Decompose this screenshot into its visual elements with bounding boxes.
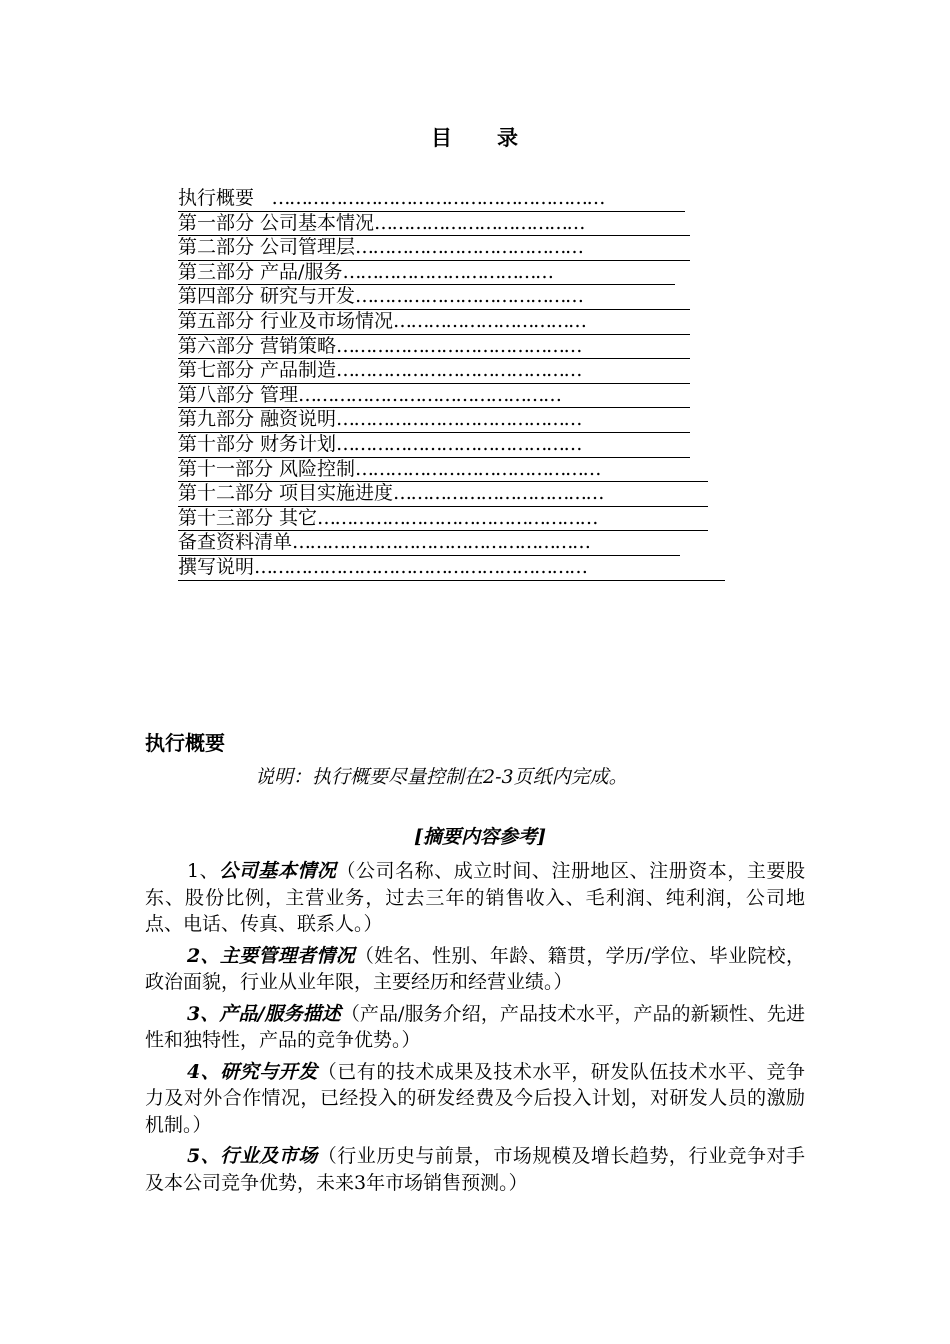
paragraph-body: （产品/服务介绍，产品技术水平，产品的新颖性、先进性和独特性，产品的竞争优势。）: [145, 1002, 805, 1051]
toc-item-label: 第二部分 公司管理层: [178, 236, 356, 259]
summary-paragraph: [145, 858, 805, 938]
toc-item-label: 第六部分 营销策略: [178, 334, 337, 357]
toc-item-leader: …………………………………………………: [254, 187, 605, 209]
toc-title-char-1: 目: [431, 126, 453, 150]
toc-item-label: 第十三部分 其它: [178, 506, 318, 529]
exec-summary-note: 说明：执行概要尽量控制在2-3页纸内完成。: [255, 766, 628, 788]
toc-item-leader: ……………………………………………: [292, 531, 590, 554]
paragraph-heading: 公司基本情况: [219, 860, 337, 882]
summary-paragraph: [145, 1001, 805, 1054]
paragraph-body: （行业历史与前景，市场规模及增长趋势，行业竞争对手及本公司竞争优势，未来3年市场销售预测。）: [145, 1145, 805, 1194]
toc-item-leader: ……………………………………: [336, 359, 582, 382]
toc-item[interactable]: [178, 384, 690, 409]
toc-item-leader: ……………………………………: [355, 457, 601, 480]
paragraph-number: 1、: [187, 860, 220, 882]
toc-item[interactable]: [178, 458, 708, 483]
toc-item-leader: ……………………………………: [336, 408, 582, 431]
toc-item-label: 第九部分 融资说明: [178, 408, 337, 431]
paragraph-heading: 主要管理者情况: [219, 944, 355, 967]
toc-item-label: 第十一部分 风险控制: [178, 457, 356, 480]
toc-item-label: 第十二部分 项目实施进度: [178, 482, 394, 505]
toc-item-leader: …………………………………: [355, 285, 583, 308]
toc-item[interactable]: [178, 408, 690, 433]
toc-item-label: 第四部分 研究与开发: [178, 285, 356, 308]
toc-item-leader: ………………………………: [393, 482, 604, 505]
toc-item[interactable]: [178, 335, 690, 360]
summary-paragraph: [145, 1143, 805, 1196]
summary-paragraphs: [145, 858, 805, 1201]
paragraph-heading: 行业及市场: [220, 1145, 318, 1167]
paragraph-body: （已有的技术成果及技术水平，研发队伍技术水平、竞争力及对外合作情况，已经投入的研发经费及今后投入计划，对研发人员的激励机制。）: [145, 1060, 805, 1136]
toc-item-label: 第八部分 管理: [178, 383, 299, 406]
toc-item[interactable]: [178, 236, 690, 261]
paragraph-body: （姓名、性别、年龄、籍贯，学历/学位、毕业院校，政治面貌，行业从业年限，主要经历和经营业绩。）: [145, 944, 805, 993]
toc-item[interactable]: [178, 261, 675, 286]
paragraph-heading: 研究与开发: [220, 1060, 318, 1083]
toc-item-label: 执行概要: [178, 187, 255, 209]
toc-item-label: 撰写说明: [178, 555, 255, 578]
toc-item-leader: …………………………………………………: [254, 555, 587, 578]
toc-item[interactable]: [178, 556, 725, 581]
summary-paragraph: [145, 943, 805, 996]
toc-item[interactable]: [178, 285, 690, 310]
summary-paragraph: [145, 1059, 805, 1139]
toc-item-leader: ……………………………………: [336, 334, 582, 357]
toc-item[interactable]: [178, 310, 690, 335]
toc-item[interactable]: [178, 531, 680, 556]
toc-item-leader: …………………………………: [355, 236, 583, 259]
toc-item-label: 第十部分 财务计划: [178, 432, 337, 455]
toc-item-label: 第七部分 产品制造: [178, 359, 337, 382]
toc-item-label: 第五部分 行业及市场情况: [178, 309, 394, 332]
toc-item-leader: ……………………………: [393, 309, 586, 332]
toc-item-leader: ………………………………: [374, 211, 585, 234]
toc-item-label: 第三部分 产品/服务: [178, 260, 343, 283]
exec-summary-heading: 执行概要: [145, 731, 225, 755]
toc-item[interactable]: [178, 433, 690, 458]
paragraph-number: 2、: [187, 944, 220, 967]
toc-item-leader: …………………………………………: [317, 506, 598, 529]
toc-item-label: 备查资料清单: [178, 531, 293, 554]
summary-reference-title: [摘要内容参考]: [414, 826, 546, 848]
toc-item[interactable]: [178, 212, 690, 237]
paragraph-number: 3、: [187, 1002, 220, 1025]
toc-item[interactable]: [178, 482, 708, 507]
toc-title: [0, 122, 950, 152]
paragraph-body: （公司名称、成立时间、注册地区、注册资本，主要股东、股份比例，主营业务，过去三年的销售收入、毛利润、纯利润，公司地点、电话、传真、联系人。）: [145, 860, 805, 935]
toc-item[interactable]: [178, 187, 685, 212]
paragraph-heading: 产品/服务描述: [219, 1002, 341, 1025]
toc-item[interactable]: [178, 359, 690, 384]
toc-title-char-2: 录: [497, 126, 519, 150]
toc-item[interactable]: [178, 507, 708, 532]
toc-item-label: 第一部分 公司基本情况: [178, 211, 375, 234]
toc-item-leader: ………………………………………: [298, 383, 561, 406]
table-of-contents: [178, 187, 725, 581]
paragraph-number: 5、: [187, 1145, 221, 1167]
toc-item-leader: ………………………………: [342, 260, 553, 283]
paragraph-number: 4、: [187, 1060, 221, 1083]
toc-item-leader: ……………………………………: [336, 432, 582, 455]
